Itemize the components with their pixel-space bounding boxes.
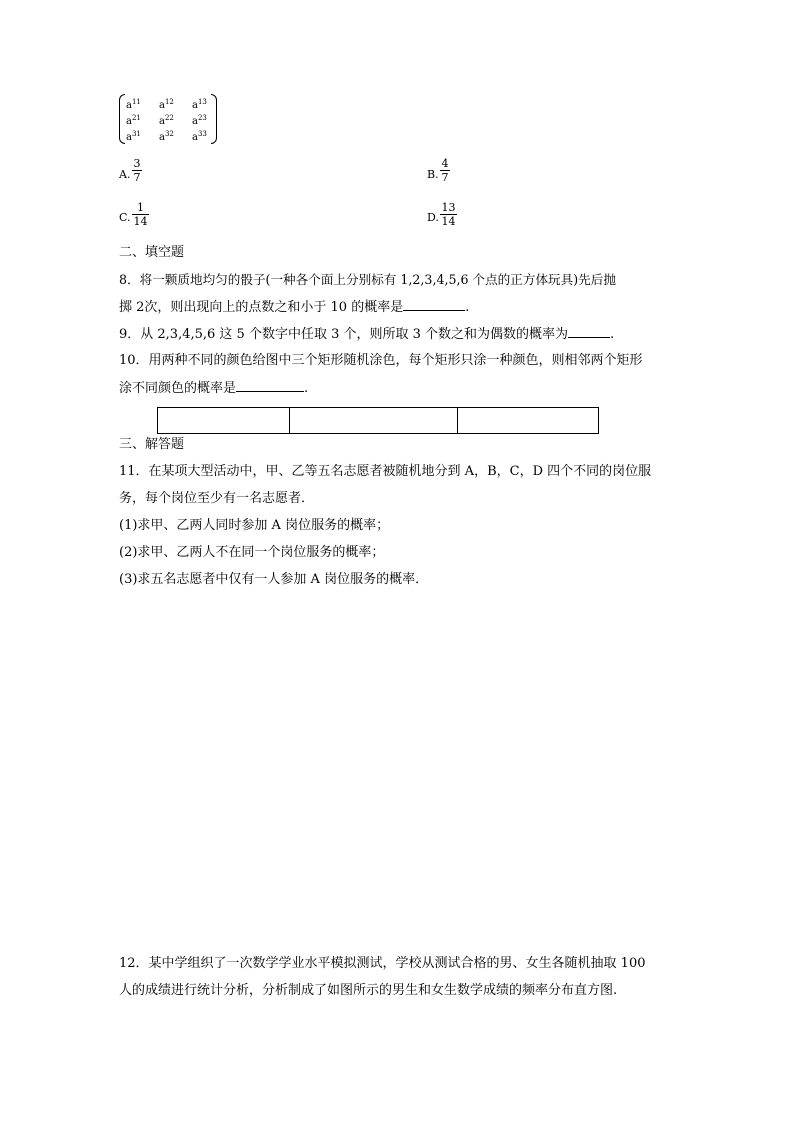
question-12-line-1: 12．某中学组织了一次数学学业水平模拟测试，学校从测试合格的男、女生各随机抽取 100 (119, 956, 646, 971)
option-c-label: C. (119, 211, 131, 224)
matrix-cell: $a^{13}$ (192, 98, 207, 111)
question-11-line-2: 务，每个岗位至少有一名志愿者． (119, 491, 315, 506)
question-9: 9．从 2,3,4,5,6 这 5 个数字中任取 3 个，则所取 3 个数之和为偶数的概率为 . (119, 324, 614, 344)
question-10-line-1: 10．用两种不同的颜色给图中三个矩形随机涂色，每个矩形只涂一种颜色，则相邻两个矩形 (119, 353, 643, 368)
three-rectangles-figure (157, 407, 599, 434)
question-11-line-1: 11．在某项大型活动中，甲、乙等五名志愿者被随机地分到 A，B，C，D 四个不同的岗位服 (119, 464, 652, 479)
answer-blank[interactable] (403, 297, 465, 311)
question-12-line-2: 人的成绩进行统计分析，分析制成了如图所示的男生和女生数学成绩的频率分布直方图. (119, 983, 618, 998)
matrix-cell: $a^{11}$ (126, 98, 141, 111)
rectangle-divider (289, 408, 290, 433)
matrix (119, 94, 217, 144)
question-10-line-2: 涂不同颜色的概率是 . (119, 378, 308, 398)
matrix-cell: $a^{32}$ (159, 130, 174, 143)
section-heading-solve: 三、解答题 (119, 437, 185, 452)
answer-blank[interactable] (236, 378, 304, 392)
matrix-cell: $a^{21}$ (126, 114, 141, 127)
question-11-part-1: (1)求甲、乙两人同时参加 A 岗位服务的概率； (119, 518, 390, 533)
matrix-cell: $a^{22}$ (159, 114, 174, 127)
question-11-part-3: (3)求五名志愿者中仅有一人参加 A 岗位服务的概率． (119, 572, 429, 587)
matrix-cell: $a^{31}$ (126, 130, 141, 143)
option-a-label: A. (119, 168, 131, 181)
matrix-left-paren (119, 94, 125, 144)
section-heading-fill-in: 二、填空题 (119, 245, 185, 260)
option-d-fraction: 13 14 (441, 201, 456, 228)
question-11-part-2: (2)求甲、乙两人不在同一个岗位服务的概率； (119, 545, 385, 560)
question-8-line-1: 8．将一颗质地均匀的骰子(一种各个面上分别标有 1,2,3,4,5,6 个点的正方体玩具)先后抛 (119, 272, 616, 287)
matrix-cell: $a^{12}$ (159, 98, 174, 111)
option-b-label: B. (427, 168, 439, 181)
matrix-cell: $a^{23}$ (192, 114, 207, 127)
answer-blank[interactable] (568, 324, 610, 338)
question-8-line-2: 掷 2次，则出现向上的点数之和小于 10 的概率是 . (119, 297, 469, 317)
option-a-fraction: 3 7 (133, 157, 141, 184)
option-b-fraction: 4 7 (441, 157, 449, 184)
option-c-fraction: 1 14 (133, 201, 148, 228)
matrix-right-paren (211, 94, 217, 144)
rectangle-divider (457, 408, 458, 433)
option-d-label: D. (427, 211, 439, 224)
matrix-cell: $a^{33}$ (192, 130, 207, 143)
